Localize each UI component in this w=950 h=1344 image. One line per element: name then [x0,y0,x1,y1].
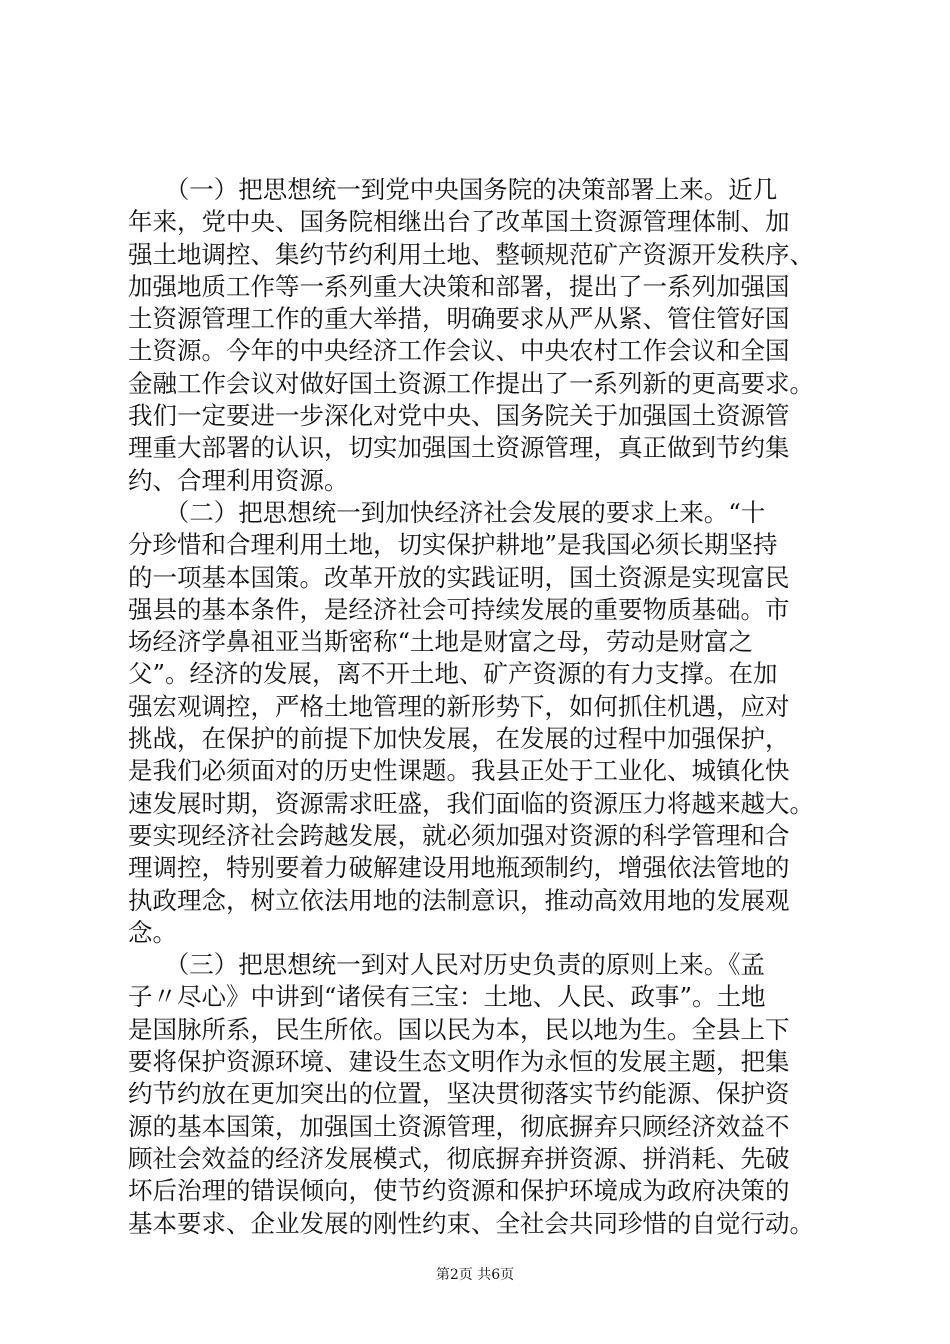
paragraph-line: 约节约放在更加突出的位置，坚决贯彻落实节约能源、保护资 [128,1079,790,1109]
paragraph-line: 要实现经济社会跨越发展，就必须加强对资源的科学管理和合 [128,820,790,850]
paragraph-line: 理调控，特别要着力破解建设用地瓶颈制约，增强依法管地的 [128,853,790,883]
paragraph-line: 土资源。今年的中央经济工作会议、中央农村工作会议和全国 [128,336,790,366]
paragraph-line: 分珍惜和合理利用土地，切实保护耕地”是我国必须长期坚持 [128,530,778,560]
paragraph [128,497,842,949]
paragraph-line: 挑战，在保护的前提下加快发展，在发展的过程中加强保护， [128,724,790,754]
paragraph-line: 子〃尽心》中讲到“诸侯有三宝：土地、人民、政事”。土地 [128,982,766,1012]
paragraph-line: 是国脉所系，民生所依。国以民为本，民以地为生。全县上下 [128,1014,790,1044]
paragraph-line: 执政理念，树立依法用地的法制意识，推动高效用地的发展观 [128,885,790,915]
paragraph-line: （一）把思想统一到党中央国务院的决策部署上来。近几 [128,175,778,204]
paragraph-line: 是我们必须面对的历史性课题。我县正处于工业化、城镇化快 [128,756,790,786]
paragraph-line: 速发展时期，资源需求旺盛，我们面临的资源压力将越来越大。 [128,788,814,818]
paragraph-line: 强土地调控、集约节约利用土地、整顿规范矿产资源开发秩序、 [128,239,814,269]
paragraph-line: 场经济学鼻祖亚当斯密称“土地是财富之母，劳动是财富之 [128,627,754,657]
paragraph-line: 要将保护资源环境、建设生态文明作为永恒的发展主题，把集 [128,1047,790,1077]
document-body [128,174,842,1240]
paragraph-line: 理重大部署的认识，切实加强国土资源管理，真正做到节约集 [128,433,790,463]
paragraph-line: 加强地质工作等一系列重大决策和部署，提出了一系列加强国 [128,271,790,301]
paragraph-line: 念。 [128,917,177,947]
paragraph-line: 年来，党中央、国务院相继出台了改革国土资源管理体制、加 [128,207,790,237]
paragraph-line: 坏后治理的错误倾向，使节约资源和保护环境成为政府决策的 [128,1176,790,1206]
page-footer: 第2页 共6页 [435,1267,515,1283]
paragraph-line: 约、合理利用资源。 [128,465,349,495]
paragraph-line: 源的基本国策，加强国土资源管理，彻底摒弃只顾经济效益不 [128,1111,790,1141]
paragraph-line: 我们一定要进一步深化对党中央、国务院关于加强国土资源管 [128,401,790,431]
paragraph-line: 金融工作会议对做好国土资源工作提出了一系列新的更高要求。 [128,368,814,398]
paragraph-line: 土资源管理工作的重大举措，明确要求从严从紧、管住管好国 [128,304,790,334]
paragraph-line: 强宏观调控，严格土地管理的新形势下，如何抓住机遇，应对 [128,691,790,721]
paragraph-line: （三）把思想统一到对人民对历史负责的原则上来。《孟 [128,950,765,980]
paragraph-line: 顾社会效益的经济发展模式，彻底摒弃拼资源、拼消耗、先破 [128,1143,790,1173]
paragraph-line: 基本要求、企业发展的刚性约束、全社会共同珍惜的自觉行动。 [128,1208,814,1238]
paragraph [128,174,842,497]
paragraph [128,949,842,1240]
paragraph-line: 强县的基本条件，是经济社会可持续发展的重要物质基础。市 [128,594,790,624]
paragraph-line: 的一项基本国策。改革开放的实践证明，国土资源是实现富民 [128,562,790,592]
paragraph-line: 父”。经济的发展，离不开土地、矿产资源的有力支撑。在加 [128,659,778,689]
paragraph-line: （二）把思想统一到加快经济社会发展的要求上来。“十 [128,497,766,527]
